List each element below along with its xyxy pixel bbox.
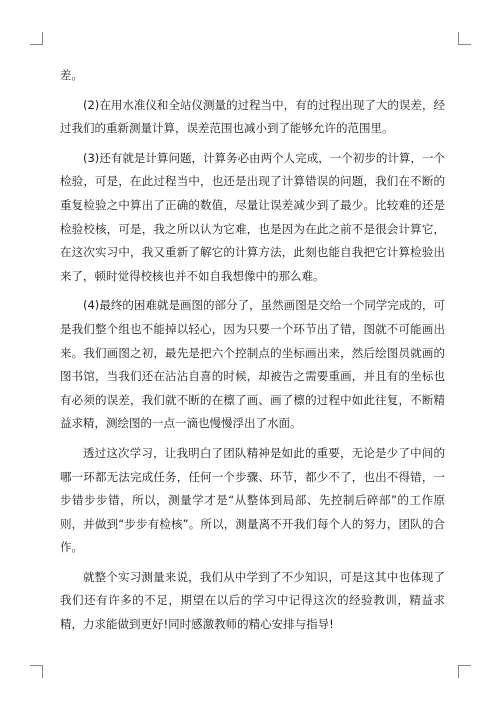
paragraph-teamwork: 透过这次学习，让我明白了团队精神是如此的重要，无论是少了中间的哪一环都无法完成任务，任何一个步骤、环节，都少不了，也出不得错，一步错步步错，所以，测量学才是“从整体到局部、先控制后碎部”的工作原则，并做到“步步有检核”。所以，测量离不开我们每个人的努力，团队的合作。 (60, 445, 445, 555)
paragraph-conclusion: 就整个实习测量来说，我们从中学到了不少知识，可是这其中也体现了我们还有许多的不足，期望在以后的学习中记得这次的经验教训，精益求精，力求能做到更好!同时感激教师的精心安排与指导! (60, 569, 445, 632)
crop-mark-bottom-right (458, 665, 471, 678)
crop-mark-top-left (30, 32, 43, 45)
paragraph-drawing: (4)最终的困难就是画图的部分了，虽然画图是交给一个同学完成的，可是我们整个组也不能掉以轻心，因为只要一个环节出了错，图就不可能画出来。我们画图之初，最先是把六个控制点的坐标画出来，然后绘图员就画的图书馆，当我们还在沾沾自喜的时候，却被告之需要重画，并且有的坐标也有必须的误差，我们就不断的在檩了画、画了檩的过程中如此往复，不断精益求精，测绘图的一点一滴也慢慢浮出了水面。 (60, 298, 445, 431)
crop-mark-bottom-left (30, 665, 43, 678)
paragraph-calculation: (3)还有就是计算问题，计算务必由两个人完成，一个初步的计算，一个检验，可是，在此过程当中，也还是出现了计算错误的问题，我们在不断的重复检验之中算出了正确的数值，尽量让误差减少到了最少。比较难的还是检验校核，可是，我之所以认为它难，也是因为在此之前不是很会计算它，在这次实习中，我又重新了解它的计算方法，此刻也能自我把它计算检验出来了，顿时觉得校核也并不如自我想像中的那么难。 (60, 150, 445, 283)
document-body (60, 64, 445, 637)
paragraph-continuation: 差。 (60, 68, 83, 82)
paragraph-leveling-error: (2)在用水准仪和全站仪测量的过程当中，有的过程出现了大的误差，经过我们的重新测量计算，误差范围也减小到了能够允许的范围里。 (60, 97, 445, 136)
crop-mark-top-right (458, 32, 471, 45)
